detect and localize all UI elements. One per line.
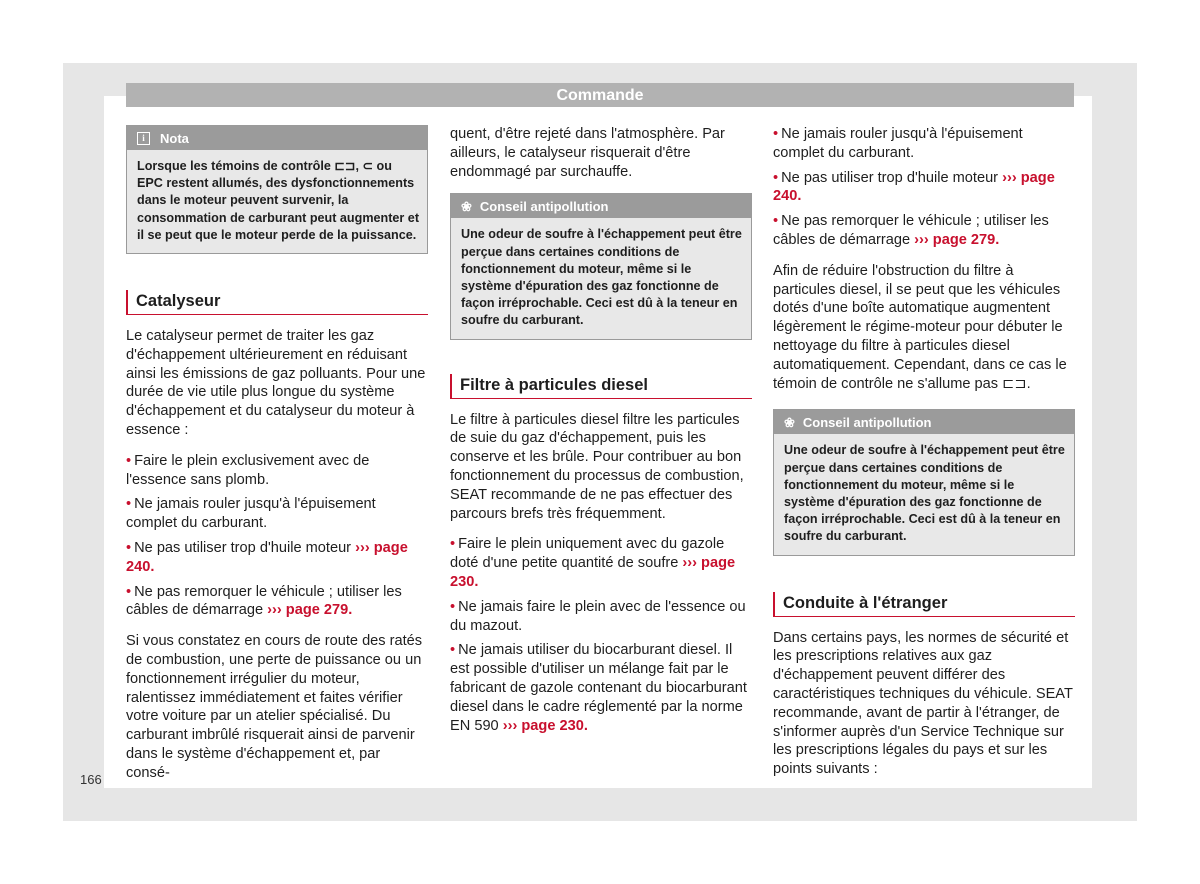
list-item: • Ne jamais faire le plein avec de l'essence ou du mazout. bbox=[450, 598, 746, 634]
bullet-icon: • bbox=[450, 642, 456, 659]
advice-heading: Conseil antipollution bbox=[802, 414, 932, 430]
note-heading: Nota bbox=[160, 130, 189, 146]
list-item: • Ne pas remorquer le véhicule ; utiliser les câbles de démarrage ››› page 279. bbox=[773, 213, 1049, 248]
column-1 bbox=[126, 125, 428, 795]
bullet-icon: • bbox=[126, 539, 132, 556]
continued-bullets bbox=[773, 125, 1075, 250]
page-ref-link[interactable]: ››› page 240. bbox=[773, 169, 1055, 205]
bullet-icon: • bbox=[773, 126, 779, 142]
bullet-icon: • bbox=[126, 583, 132, 600]
list-item: • Ne pas utiliser trop d'huile moteur ››› page 240. bbox=[126, 539, 408, 575]
continued-paragraph: quent, d'être rejeté dans l'atmosphère. Par ailleurs, le catalyseur risquerait d'être endommagé par surchauffe. bbox=[450, 126, 725, 180]
list-item: • Ne jamais rouler jusqu'à l'épuisement complet du carburant. bbox=[126, 496, 376, 532]
bullet-icon: • bbox=[450, 536, 456, 553]
advice-text: Une odeur de soufre à l'échappement peut être perçue dans certaines conditions de fonctionnement du moteur, même si le système d'épuration des gaz fonctionne de façon irréprochable. Ceci est dû à la teneur en soufre du carburant. bbox=[451, 218, 751, 338]
list-item: • Ne jamais utiliser du biocarburant diesel. Il est possible d'utiliser un mélange fait par le fabricant de gazole contenant du biocarburant diesel dans le cadre réglementé par la norme EN 590 ››› page 230. bbox=[450, 642, 747, 734]
page-ref-link[interactable]: ››› page 230. bbox=[502, 717, 588, 734]
note-box bbox=[126, 125, 428, 254]
advice-text: Une odeur de soufre à l'échappement peut être perçue dans certaines conditions de fonctionnement du moteur, même si le système d'épuration des gaz fonctionne de façon irréprochable. Ceci est dû à la teneur en soufre du carburant. bbox=[774, 434, 1074, 554]
page-ref-link[interactable]: ››› page 279. bbox=[914, 231, 1000, 248]
catalyseur-paragraph: Si vous constatez en cours de route des ratés de combustion, une perte de puissance ou un fonctionnement irrégulier du moteur, ralentissez immédiatement et faites vérifier votre voiture par un atelier spécialisé. Du carburant imbrûlé risquerait ainsi de parvenir dans le système d'échappement et, par consé- bbox=[126, 633, 423, 781]
section-title-conduite: Conduite à l'étranger bbox=[773, 592, 1075, 617]
advice-header bbox=[774, 410, 1074, 434]
list-item: • Ne pas remorquer le véhicule ; utiliser les câbles de démarrage ››› page 279. bbox=[126, 583, 402, 619]
filtre-automatic-paragraph: Afin de réduire l'obstruction du filtre à particules diesel, il se peut que les véhicules dotés d'une boîte automatique augmentent légèrement le régime-moteur pour débuter le nettoyage du filtre à particules diesel automatiquement. Cependant, dans ce cas le témoin de contrôle ne s'allume pas ⊏⊐. bbox=[773, 262, 1067, 392]
note-header bbox=[127, 126, 427, 150]
page-number: 166 bbox=[80, 772, 102, 787]
list-item: • Ne jamais rouler jusqu'à l'épuisement complet du carburant. bbox=[773, 126, 1023, 161]
page-ref-link[interactable]: ››› page 279. bbox=[267, 602, 353, 619]
page-ref-link[interactable]: ››› page 240. bbox=[126, 539, 408, 575]
catalyseur-bullets bbox=[126, 452, 428, 620]
advice-box bbox=[450, 193, 752, 339]
flower-icon: ❀ bbox=[784, 414, 795, 430]
page-header: Commande bbox=[126, 83, 1074, 107]
note-text: Lorsque les témoins de contrôle ⊏⊐, ⊂ ou EPC restent allumés, des dysfonctionnements dans le moteur peuvent survenir, la consommation de carburant peut augmenter et il se peut que le moteur perde de la puissance. bbox=[127, 150, 427, 253]
bullet-icon: • bbox=[773, 213, 779, 230]
flower-icon: ❀ bbox=[461, 198, 472, 214]
advice-box bbox=[773, 409, 1075, 555]
list-item: • Ne pas utiliser trop d'huile moteur ››› page 240. bbox=[773, 169, 1055, 205]
list-item: • Faire le plein uniquement avec du gazole doté d'une petite quantité de soufre ››› page 230. bbox=[450, 536, 736, 590]
advice-header bbox=[451, 194, 751, 218]
column-3 bbox=[773, 125, 1075, 791]
catalyseur-intro: Le catalyseur permet de traiter les gaz d'échappement ultérieurement en réduisant ainsi les émissions de gaz polluants. Pour une durée de vie utile plus longue du système d'échappement et du catalyseur du moteur à essence : bbox=[126, 328, 426, 438]
bullet-icon: • bbox=[126, 496, 132, 513]
conduite-paragraph: Dans certains pays, les normes de sécurité et les prescriptions relatives aux gaz d'échappement peuvent différer des caractéristiques techniques du véhicule. SEAT recommande, avant de partir à l'étranger, de s'informer auprès d'un Service Technique sur les prescriptions légales du pays et sur les points suivants : bbox=[773, 629, 1073, 778]
filtre-intro: Le filtre à particules diesel filtre les particules de suie du gaz d'échappement, puis les conserve et les brûle. Pour contribuer au bon fonctionnement du processus de combustion, SEAT recommande de ne pas effectuer des parcours brefs très fréquemment. bbox=[450, 411, 744, 522]
section-title-filtre: Filtre à particules diesel bbox=[450, 374, 752, 399]
column-2 bbox=[450, 125, 752, 747]
page-ref-link[interactable]: ››› page 230. bbox=[450, 555, 736, 590]
filtre-bullets bbox=[450, 535, 752, 735]
section-title-catalyseur: Catalyseur bbox=[126, 290, 428, 315]
list-item: • Faire le plein exclusivement avec de l'essence sans plomb. bbox=[126, 452, 370, 488]
info-icon: i bbox=[137, 132, 150, 145]
bullet-icon: • bbox=[126, 452, 132, 469]
bullet-icon: • bbox=[773, 169, 779, 186]
advice-heading: Conseil antipollution bbox=[479, 198, 609, 214]
bullet-icon: • bbox=[450, 598, 456, 615]
